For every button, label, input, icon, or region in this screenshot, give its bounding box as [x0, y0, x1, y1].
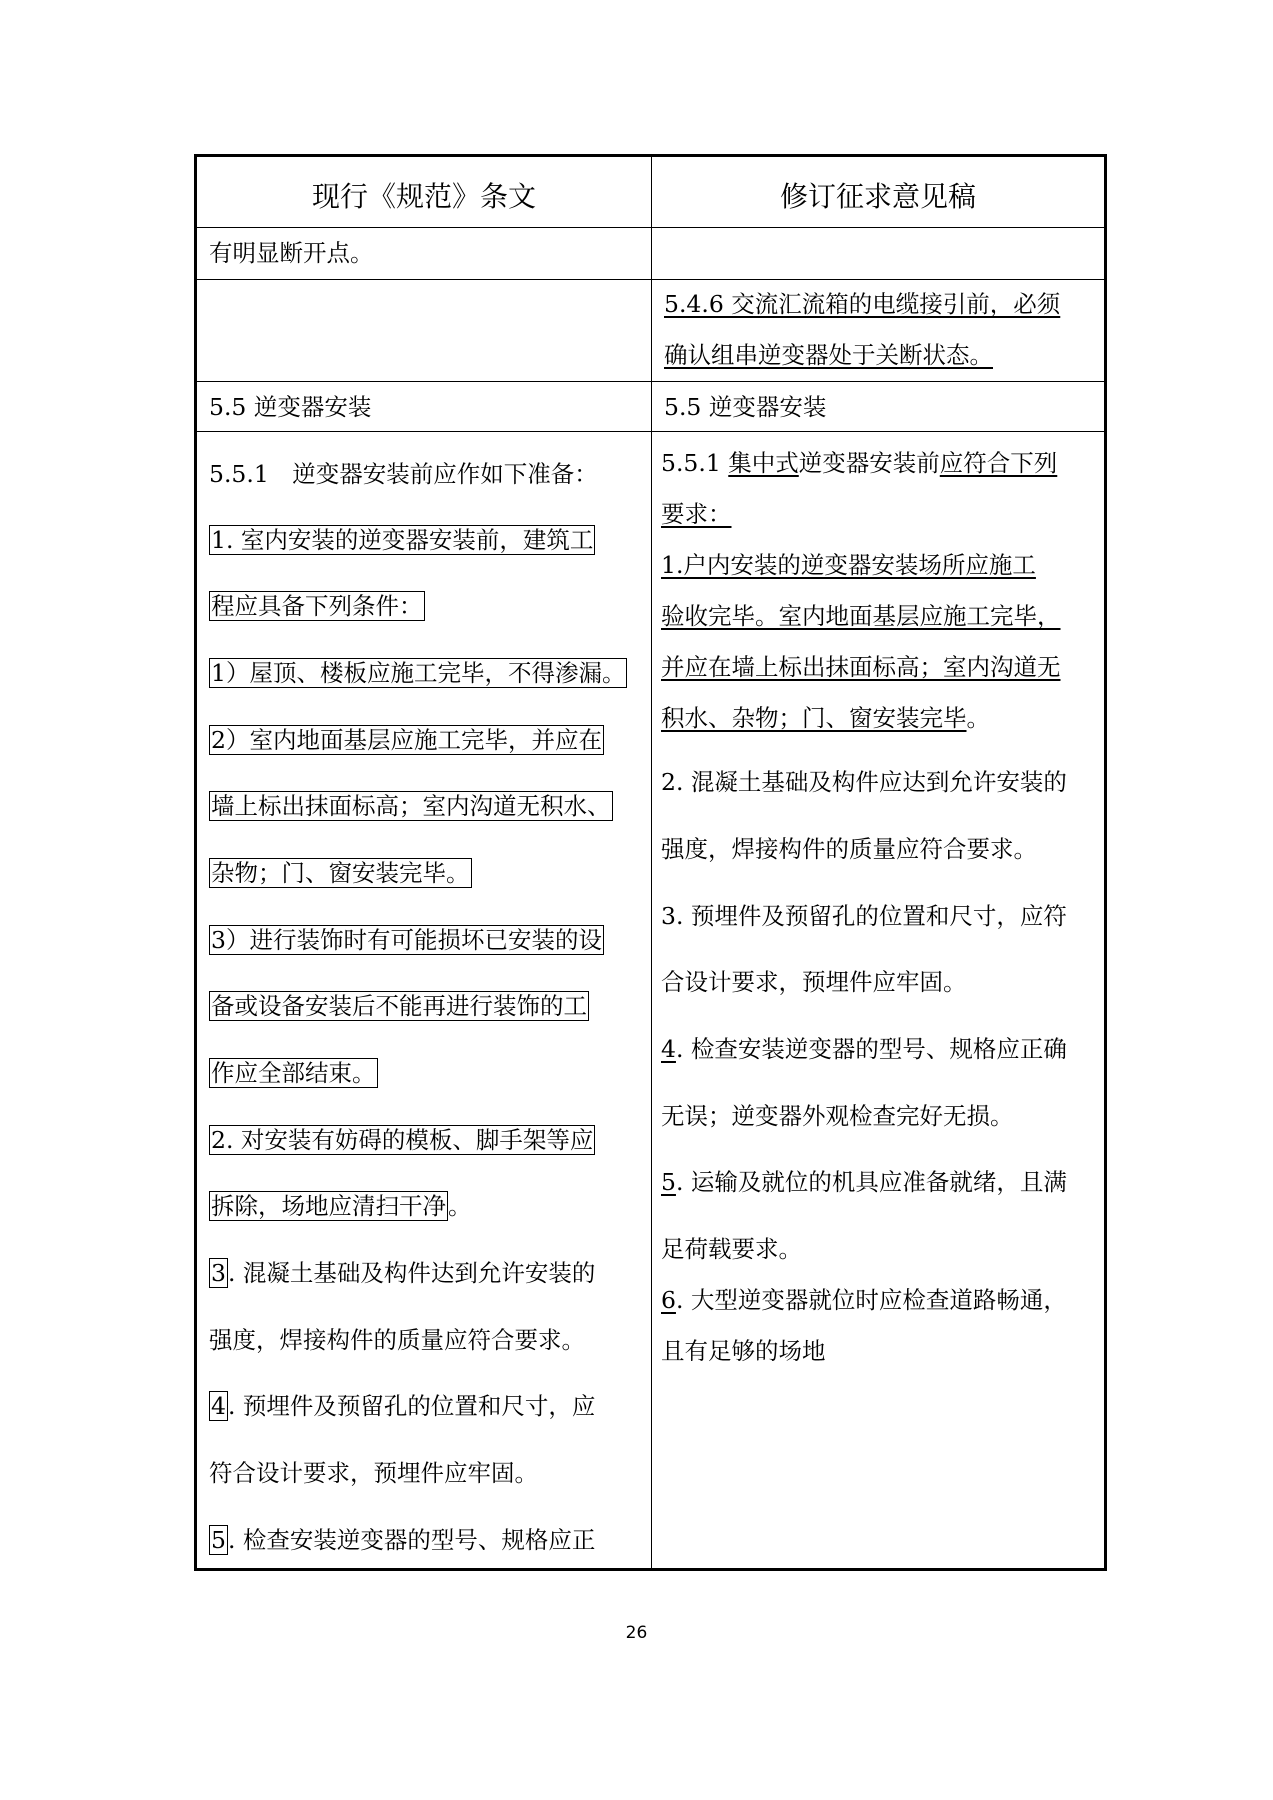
- left-intro: 5.5.1 逆变器安装前应作如下准备：: [209, 460, 598, 488]
- deleted-text: 1）屋顶、楼板应施工完毕，不得渗漏。: [211, 659, 626, 687]
- right-line-9: 4. 检查安装逆变器的型号、规格应正确: [661, 1035, 1067, 1063]
- section-right: 5.5 逆变器安装: [664, 393, 827, 421]
- renumbered-digit: 3: [211, 1259, 226, 1287]
- left-line-13: 强度，焊接构件的质量应符合要求。: [209, 1326, 585, 1354]
- deleted-text: 备或设备安装后不能再进行装饰的工: [211, 992, 587, 1020]
- renumbered-digit: 4: [211, 1392, 226, 1420]
- left-line-9: [209, 1054, 378, 1088]
- right-intro-2: 要求：: [661, 500, 732, 528]
- deleted-text: 程应具备下列条件：: [211, 592, 423, 620]
- right-line-14: 且有足够的场地: [661, 1337, 826, 1365]
- right-line-12: 足荷载要求。: [661, 1235, 802, 1263]
- deleted-text: 3）进行装饰时有可能损坏已安装的设: [211, 926, 602, 954]
- left-line-10: [209, 1121, 595, 1155]
- right-line-2: 验收完毕。室内地面基层应施工完毕，: [661, 602, 1061, 630]
- left-line-12: 3. 混凝土基础及构件达到允许安装的: [211, 1259, 596, 1287]
- left-line-2: [209, 587, 425, 621]
- right-line-11: 5. 运输及就位的机具应准备就绪，且满: [661, 1168, 1067, 1196]
- left-line-15: 符合设计要求，预埋件应牢固。: [209, 1459, 538, 1487]
- deleted-text: 1. 室内安装的逆变器安装前，建筑工: [211, 526, 594, 554]
- left-line-8: [209, 987, 589, 1021]
- new-clause-5-4-6: 5.4.6 交流汇流箱的电缆接引前，必须: [664, 290, 1061, 318]
- left-line-7: [209, 921, 604, 955]
- right-line-4: 积水、杂物；门、窗安装完毕。: [661, 704, 990, 732]
- left-line-1: [209, 521, 595, 555]
- left-line-5: [209, 787, 613, 821]
- right-line-6: 强度，焊接构件的质量应符合要求。: [661, 835, 1037, 863]
- right-line-10: 无误；逆变器外观检查完好无损。: [661, 1102, 1014, 1130]
- right-line-8: 合设计要求，预埋件应牢固。: [661, 968, 967, 996]
- header-right: 修订征求意见稿: [779, 180, 976, 213]
- deleted-text: 墙上标出抹面标高；室内沟道无积水、: [211, 792, 611, 820]
- section-left: 5.5 逆变器安装: [209, 393, 372, 421]
- left-line-16: 5. 检查安装逆变器的型号、规格应正: [211, 1526, 596, 1554]
- right-column-body: [649, 157, 1100, 1568]
- header-left: 现行《规范》条文: [311, 180, 536, 213]
- left-line-4: [209, 721, 604, 755]
- right-line-5: 2. 混凝土基础及构件应达到允许安装的: [661, 768, 1067, 796]
- right-intro: 5.5.1 集中式逆变器安装前应符合下列: [661, 449, 1058, 477]
- deleted-text: 2. 对安装有妨碍的模板、脚手架等应: [211, 1126, 594, 1154]
- deleted-text: 作应全部结束。: [211, 1059, 376, 1087]
- right-line-13: 6. 大型逆变器就位时应检查道路畅通，: [661, 1286, 1067, 1314]
- right-line-7: 3. 预埋件及预留孔的位置和尺寸，应符: [661, 902, 1067, 930]
- left-line-3: [209, 654, 627, 688]
- deleted-text: 2）室内地面基层应施工完毕，并应在: [211, 726, 602, 754]
- new-clause-5-4-6-cont: 确认组串逆变器处于关断状态。: [664, 341, 993, 369]
- deleted-text: 拆除，场地应清扫干净: [211, 1192, 446, 1220]
- left-line-6: [209, 854, 472, 888]
- left-line-14: 4. 预埋件及预留孔的位置和尺寸，应: [211, 1392, 596, 1420]
- row1-left: 有明显断开点。: [209, 239, 374, 267]
- right-line-3: 并应在墙上标出抹面标高；室内沟道无: [661, 653, 1061, 681]
- left-line-11: 拆除，场地应清扫干净。: [211, 1192, 472, 1220]
- page-number: 26: [625, 1623, 648, 1643]
- deleted-text: 杂物；门、窗安装完毕。: [211, 859, 470, 887]
- renumbered-digit: 5: [211, 1526, 226, 1554]
- right-line-1: 1.户内安装的逆变器安装场所应施工: [661, 551, 1036, 579]
